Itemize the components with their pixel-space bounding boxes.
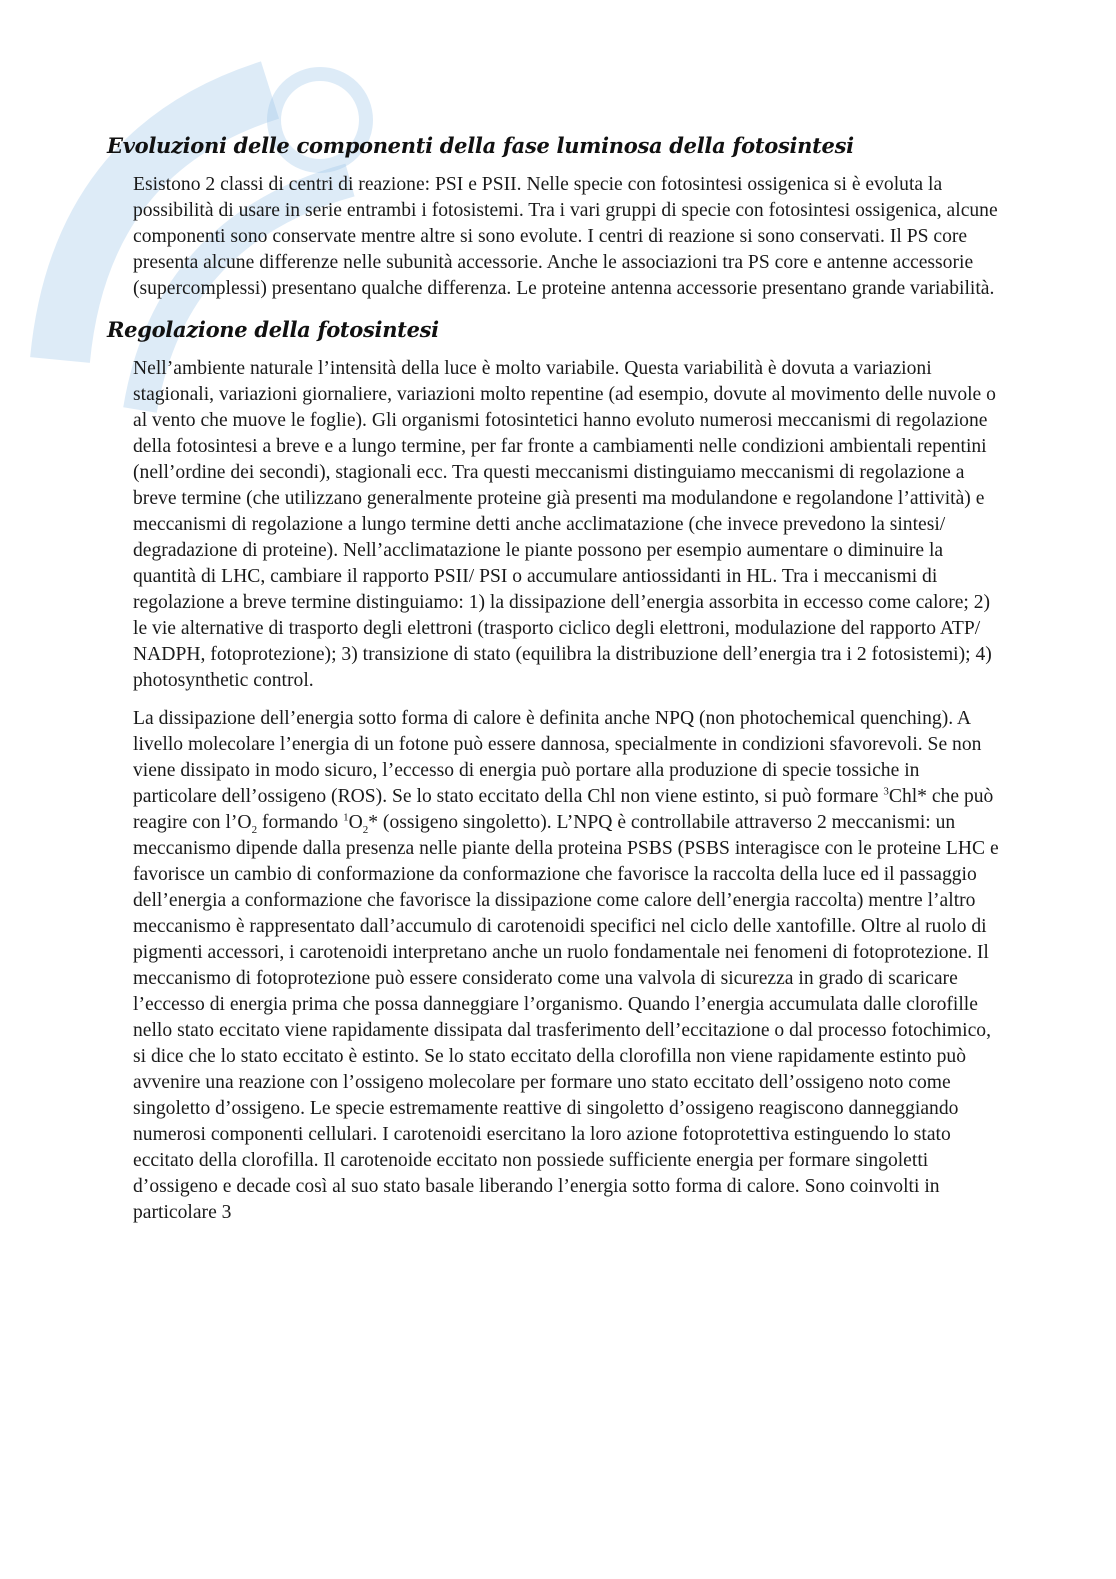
document-page bbox=[107, 130, 1003, 1238]
npq-text-5: * (ossigeno singoletto). L’NPQ è controllabile attraverso 2 meccanismi: un meccanismo dipende dalla presenza nelle piante della proteina PSBS (PSBS interagisce con le proteine LHC e favorisce un cambio di conformazione da conformazione che favorisce la raccolta della luce ed il passaggio dell’energia a conformazione che favorisce la dissipazione come calore dell’energia raccolta) mentre l’altro meccanismo è rappresentato dall’accumulo di carotenoidi specifici nel ciclo delle xantofille. Oltre al ruolo di pigmenti accessori, i carotenoidi interpretano anche un ruolo fondamentale nei fenomeni di fotoprotezione. Il meccanismo di fotoprotezione può essere considerato come una valvola di sicurezza in grado di scaricare l’eccesso di energia prima che possa danneggiare l’organismo. Quando l’energia accumulata dalle clorofille nello stato eccitato viene rapidamente dissipata dal trasferimento dell’eccitazione o dal processo fotochimico, si dice che lo stato eccitato è estinto. Se lo stato eccitato della clorofilla non viene rapidamente estinto può avvenire una reazione con l’ossigeno molecolare per formare uno stato eccitato dell’ossigeno noto come singoletto d’ossigeno. Le specie estremamente reattive di singoletto d’ossigeno reagiscono danneggiando numerosi componenti cellulari. I carotenoidi esercitano la loro azione fotoprotettiva estinguendo lo stato eccitato della clorofilla. Il carotenoide eccitato non possiede sufficiente energia per formare singoletti d’ossigeno e decade così al suo stato basale liberando l’energia sotto forma di calore. Sono coinvolti in particolare 3 bbox=[133, 812, 999, 1223]
npq-sub-2a: 2 bbox=[251, 823, 258, 836]
npq-sub-2b: 2 bbox=[362, 823, 369, 836]
npq-text-2: Chl* che può reagire con l’O bbox=[133, 786, 994, 833]
npq-sup-3: 3 bbox=[883, 785, 889, 798]
paragraph-npq bbox=[133, 706, 1003, 1226]
paragraph-regolazione: Nell’ambiente naturale l’intensità della luce è molto variabile. Questa variabilità è dovuta a variazioni stagionali, variazioni giornaliere, variazioni molto repentine (ad esempio, dovute al movimento delle nuvole o al vento che muove le foglie). Gli organismi fotosintetici hanno evoluto numerosi meccanismi di regolazione della fotosintesi a breve e a lungo termine, per far fronte a cambiamenti nelle condizioni ambientali repentini (nell’ordine dei secondi), stagionali ecc. Tra questi meccanismi distinguiamo meccanismi di regolazione a breve termine (che utilizzano generalmente proteine già presenti ma modulandone e regolandone l’attività) e meccanismi di regolazione a lungo termine detti anche acclimatazione (che invece prevedono la sintesi/ degradazione di proteine). Nell’acclimatazione le piante possono per esempio aumentare o diminuire la quantità di LHC, cambiare il rapporto PSII/ PSI o accumulare antiossidanti in HL. Tra i meccanismi di regolazione a breve termine distinguiamo: 1) la dissipazione dell’energia assorbita in eccesso come calore; 2) le vie alternative di trasporto degli elettroni (trasporto ciclico degli elettroni, modulazione del rapporto ATP/ NADPH, fotoprotezione); 3) transizione di stato (equilibra la distribuzione dell’energia tra i 2 fotosistemi); 4) photosynthetic control. bbox=[133, 358, 996, 691]
npq-text-3: formando bbox=[257, 812, 344, 833]
section-title-evoluzioni: Evoluzioni delle componenti della fase luminosa della fotosintesi bbox=[107, 133, 854, 158]
npq-text-4: O bbox=[348, 812, 363, 833]
npq-sup-1: 1 bbox=[343, 811, 349, 824]
paragraph-evoluzioni: Esistono 2 classi di centri di reazione: PSI e PSII. Nelle specie con fotosintesi ossigenica si è evoluta la possibilità di usare in serie entrambi i fotosistemi. Tra i vari gruppi di specie con fotosintesi ossigenica, alcune componenti sono conservate mentre altre si sono evolute. I centri di reazione si sono conservati. Il PS core presenta alcune differenze nelle subunità accessorie. Anche le associazioni tra PS core e antenne accessorie (supercomplessi) presentano qualche differenza. Le proteine antenna accessorie presentano grande variabilità. bbox=[133, 174, 998, 299]
section-title-regolazione: Regolazione della fotosintesi bbox=[107, 317, 439, 342]
npq-text-1: La dissipazione dell’energia sotto forma di calore è definita anche NPQ (non photochemical quenching). A livello molecolare l’energia di un fotone può essere dannosa, specialmente in condizioni sfavorevoli. Se non viene dissipato in modo sicuro, l’eccesso di energia può portare alla produzione di specie tossiche in particolare dell’ossigeno (ROS). Se lo stato eccitato della Chl non viene estinto, si può formare bbox=[133, 708, 982, 807]
